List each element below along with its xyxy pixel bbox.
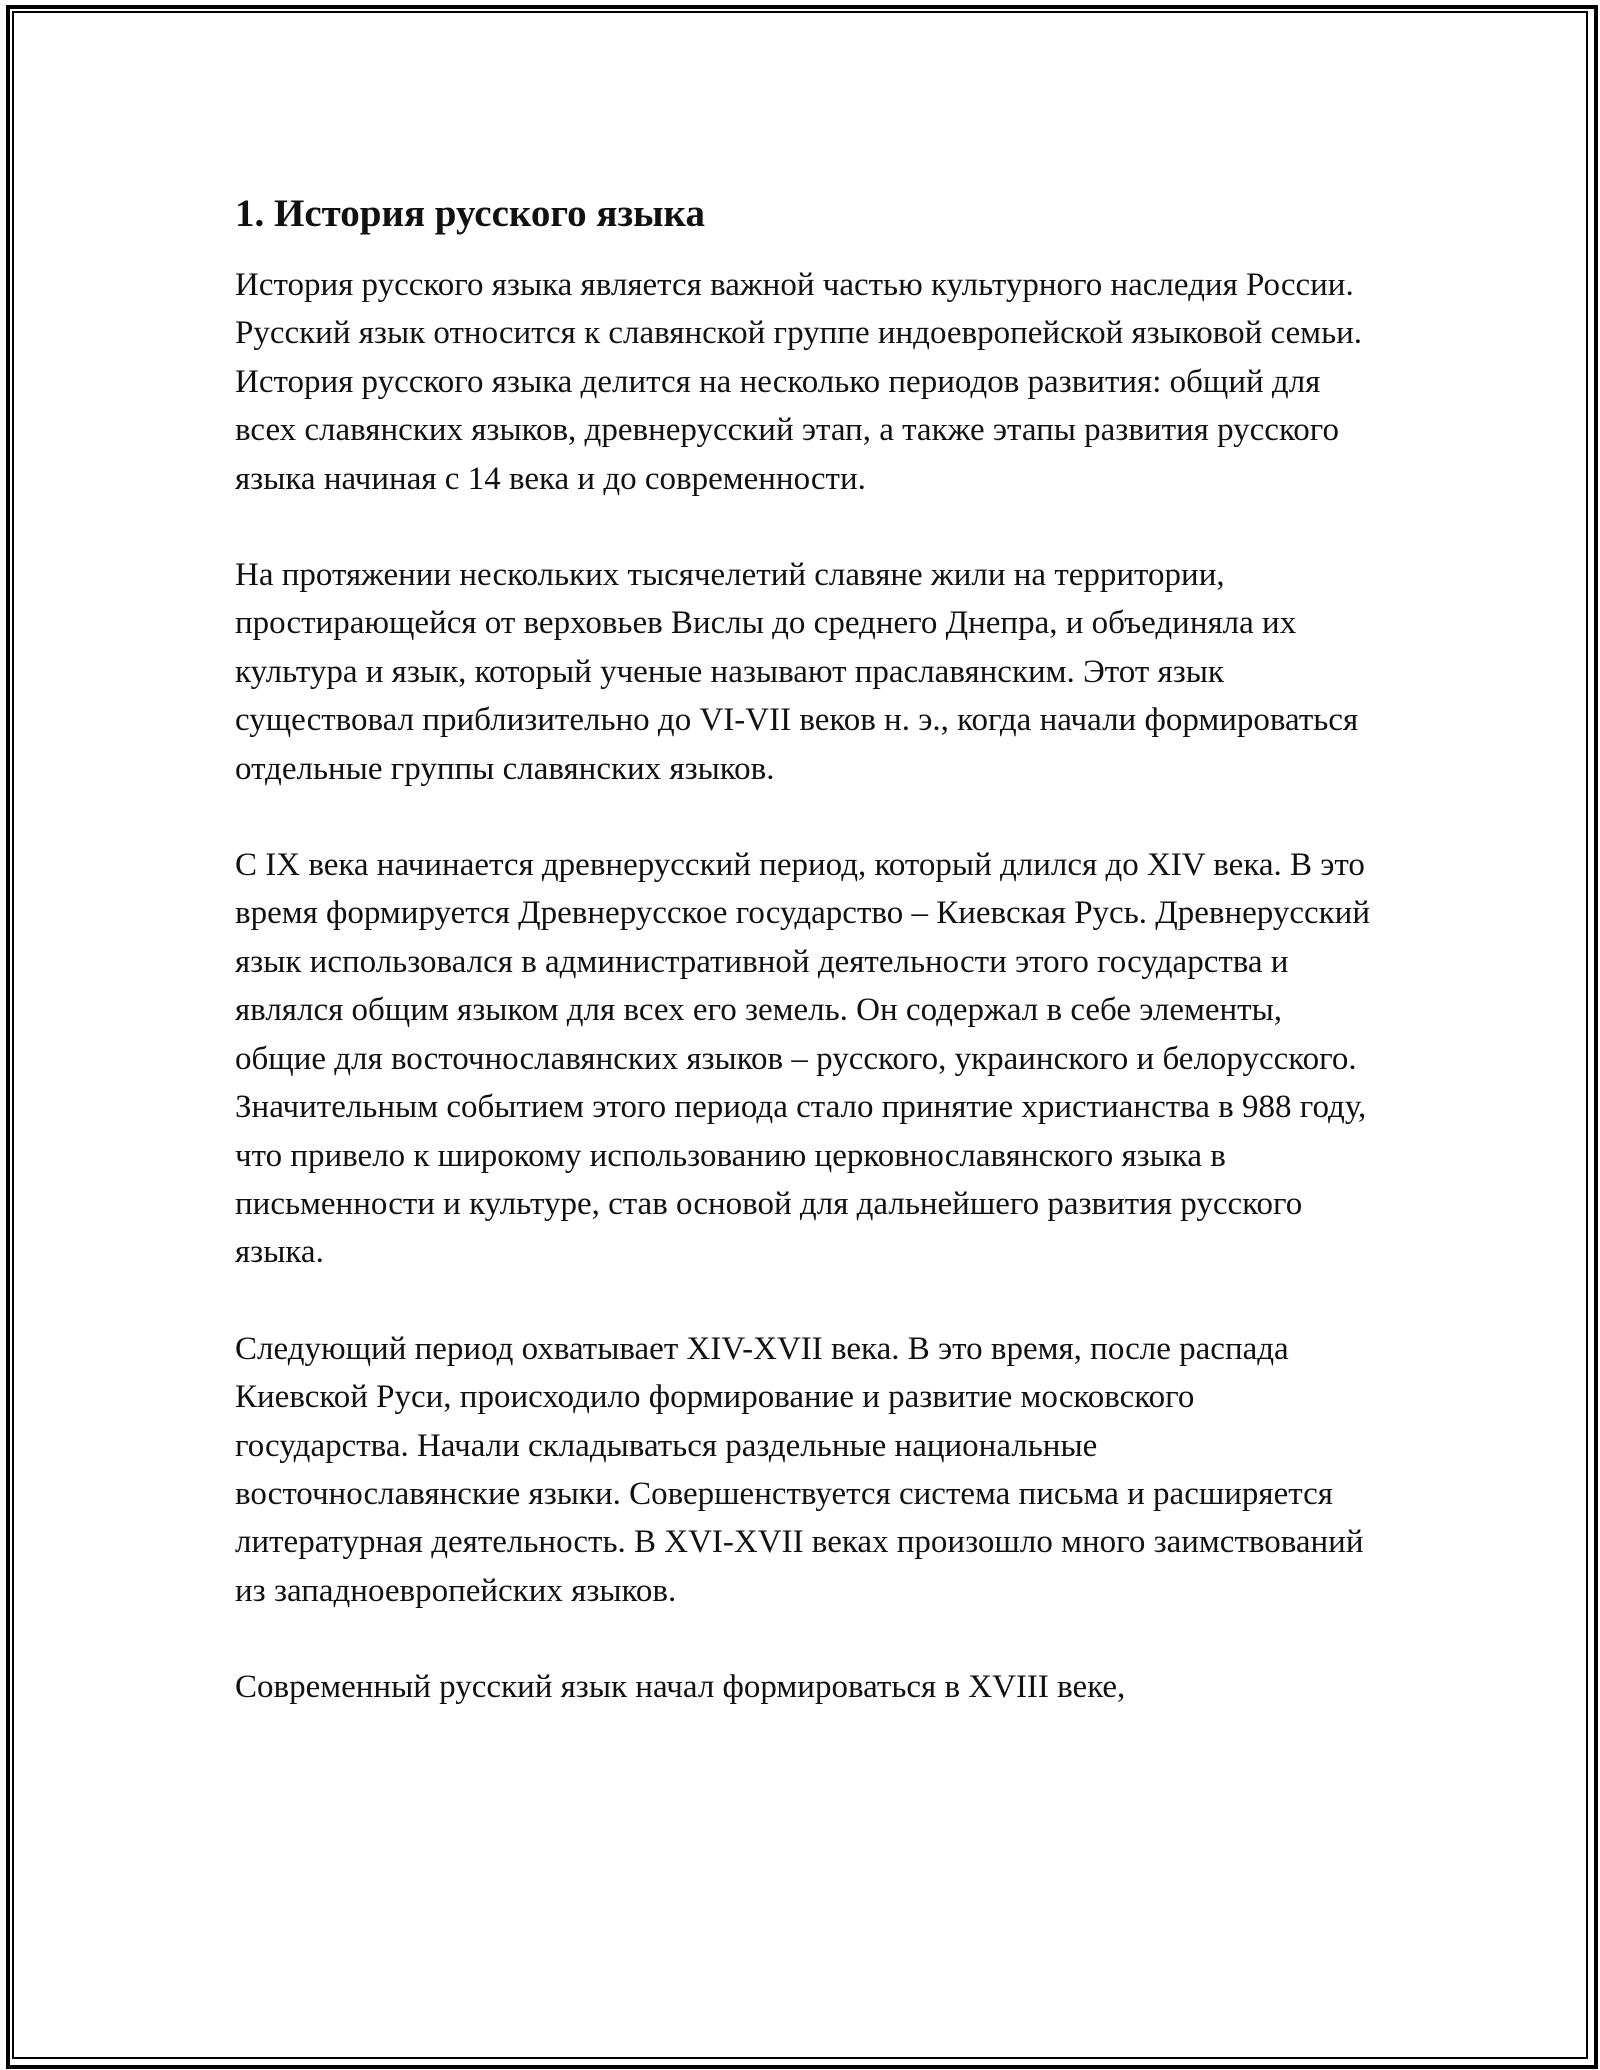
paragraph-muscovite: Следующий период охватывает XIV-XVII века. В это время, после распада Киевской Руси, происходило формирование и развитие московского государства. Начали складываться раздельные национальные восточнославянские языки. Совершенствуется система письма и расширяется литературная деятельность. В XVI-XVII веках произошло много заимствований из западноевропейских языков. bbox=[235, 1330, 1364, 1609]
paragraph-old-russian: С IX века начинается древнерусский период, который длился до XIV века. В это время формируется Древнерусское государство – Киевская Русь. Древнерусский язык использовался в административной деятельности этого государства и являлся общим языком для всех его земель. Он содержал в себе элементы, общие для восточнославянских языков – русского, украинского и белорусского. Значительным событием этого периода стало принятие христианства в 988 году, что привело к широкому использованию церковнославянского языка в письменности и культуре, став основой для дальнейшего развития русского языка. bbox=[235, 847, 1371, 1271]
document-body bbox=[235, 190, 1370, 1760]
paragraph-intro: История русского языка является важной частью культурного наследия России. Русский язык относится к славянской группе индоевропейской языковой семьи. История русского языка делится на несколько периодов развития: общий для всех славянских языков, древнерусский этап, а также этапы развития русского языка начиная с 14 века и до современности. bbox=[235, 267, 1363, 497]
paragraph-modern: Современный русский язык начал формироваться в XVIII веке, bbox=[235, 1669, 1126, 1706]
section-heading: 1. История русского языка bbox=[235, 192, 705, 235]
paragraph-proto-slavic: На протяжении нескольких тысячелетий славяне жили на территории, простирающейся от верховьев Вислы до среднего Днепра, и объединяла их культура и язык, который ученые называют праславянским. Этот язык существовал приблизительно до VI-VII веков н. э., когда начали формироваться отдельные группы славянских языков. bbox=[235, 557, 1359, 787]
